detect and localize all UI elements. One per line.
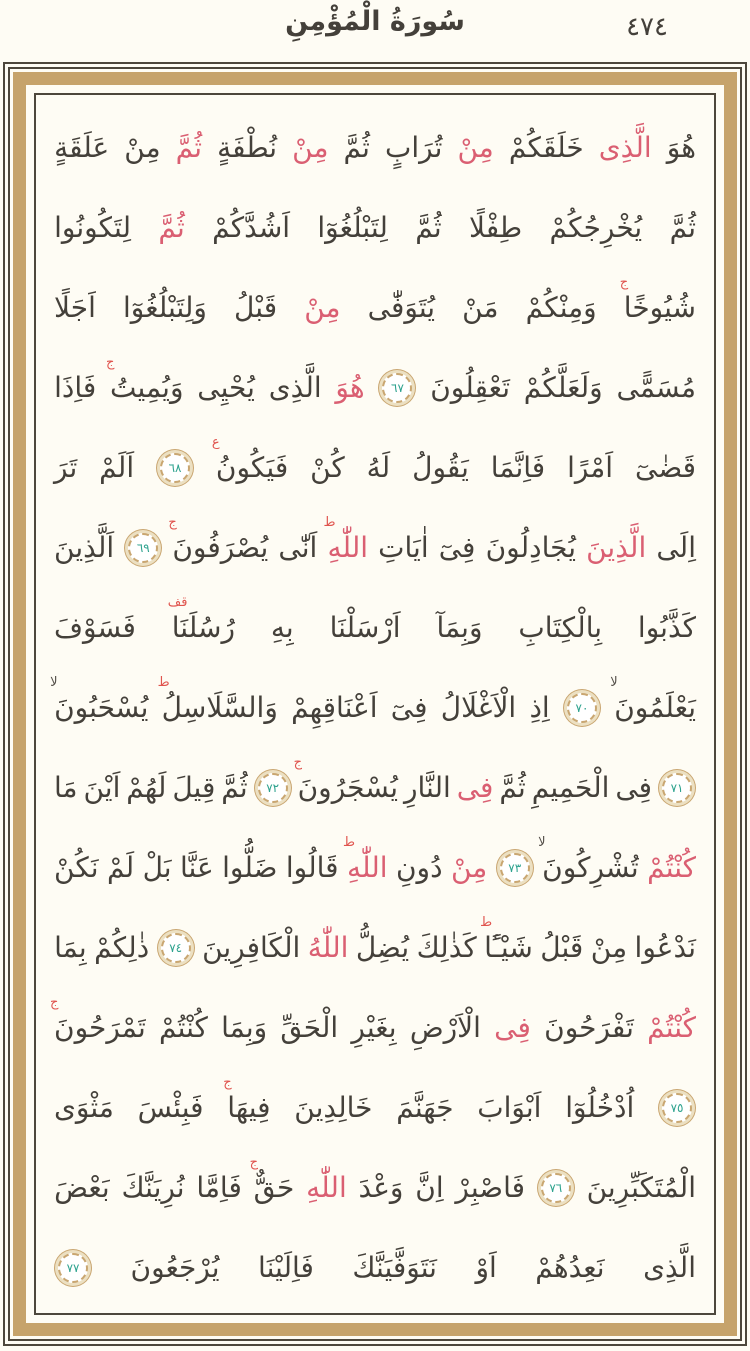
quran-word: ثُمَّ (669, 211, 696, 244)
quran-word: فَاصْبِرْ (455, 1171, 525, 1204)
frame-tan-band (13, 72, 737, 1336)
quran-word: الَّذِينَ (586, 531, 647, 564)
quran-word: مِنْ (124, 131, 161, 164)
waqf-mark: لا (538, 835, 546, 850)
quran-line (54, 129, 696, 167)
quran-word: كُنْتُمْ (647, 851, 696, 884)
waqf-mark: قف (167, 595, 188, 610)
verse-number: ٧٣ (508, 860, 522, 875)
quran-word: ثُمَّ (499, 771, 526, 804)
quran-word: كُنْتُمْ (159, 1011, 208, 1044)
verse-number: ٧٢ (266, 780, 280, 795)
waqf-mark: ج (619, 275, 629, 290)
quran-line (54, 515, 696, 567)
quran-word: مُسَمًّى (616, 371, 696, 404)
quran-word: لَمْ (107, 851, 135, 884)
quran-word: دُونِ (395, 851, 443, 884)
quran-line (54, 915, 696, 967)
frame-inner-rule (34, 93, 716, 1315)
quran-line (54, 1155, 696, 1207)
quran-word: جَهَنَّمَ (396, 1091, 454, 1124)
quran-word: يُخْرِجُكُمْ (549, 211, 643, 244)
quran-word: اِلَى (656, 531, 696, 564)
quran-word: ثُمَّ (175, 131, 203, 164)
frame-outer-rule (3, 62, 747, 1346)
quran-word: وَالسَّلَاسِلُ ط (157, 675, 278, 724)
quran-word: اِذِ (529, 691, 550, 724)
quran-word: بَلْ (142, 851, 172, 884)
quran-word: فَاِلَيْنَا (258, 1251, 314, 1284)
quran-line (54, 835, 696, 887)
quran-word: نَكُنْ (54, 851, 99, 884)
page-number: ٤٧٤ (626, 12, 668, 42)
quran-word: يُصْرَفُونَ ج (168, 515, 269, 564)
quran-word: هُوَ (335, 371, 365, 404)
verse-number: ٧٦ (549, 1180, 563, 1195)
quran-word: فِى (615, 771, 653, 804)
verse-number: ٧١ (670, 780, 684, 795)
quran-word: الَّذِى (268, 371, 322, 404)
quran-word: الَّذِى (598, 131, 652, 164)
quran-word: يُضِلُّ (355, 931, 410, 964)
quran-line (54, 1249, 696, 1287)
quran-word: مَا (54, 771, 78, 804)
quran-line (54, 275, 696, 327)
quran-word: مِنْ (304, 291, 341, 324)
quran-word: اَشُدَّكُمْ (212, 211, 291, 244)
quran-word: يُتَوَفّٰى (367, 291, 436, 324)
quran-word: اَبْوَابَ (477, 1091, 542, 1124)
verse-marker-rosette-icon (541, 1173, 571, 1203)
quran-word: فَيَكُونُ ع (211, 435, 289, 484)
quran-line (54, 355, 696, 407)
quran-word: اَيْنَ (83, 771, 121, 804)
quran-word: اُدْخُلُوٓا (565, 1091, 635, 1124)
quran-word: قَضٰىٓ (634, 451, 696, 484)
quran-word: قَبْلُ (234, 291, 278, 324)
quran-word: كَذَّبُوا (637, 611, 696, 644)
quran-word: تَفْرَحُونَ (544, 1011, 634, 1044)
quran-word: وَبِمَا (221, 1011, 268, 1044)
quran-word: فِى (456, 771, 494, 804)
verse-number: ٧٥ (670, 1100, 684, 1115)
waqf-mark: ع (211, 435, 220, 450)
quran-word: كُنْ (310, 451, 345, 484)
quran-word: يَقُولُ (412, 451, 469, 484)
quran-word: يُرْجَعُونَ (130, 1251, 220, 1284)
quran-word: بِمَا (54, 931, 87, 964)
quran-word: بِغَيْرِ (351, 1011, 397, 1044)
quran-word: الَّذِى (643, 1251, 696, 1284)
quran-word: مِنْ (590, 931, 628, 964)
quran-word: كَذٰلِكَ (416, 931, 477, 964)
quran-word: نُطْفَةٍ (217, 131, 278, 164)
waqf-mark: ج (293, 755, 303, 770)
waqf-mark: ط (157, 675, 170, 690)
quran-word: فَسَوْفَ (54, 611, 136, 644)
waqf-mark: لا (610, 675, 618, 690)
quran-word: اللّٰهُ (307, 931, 349, 964)
quran-word: يُسْجَرُونَ ج (293, 755, 398, 804)
verse-number: ٦٩ (136, 540, 150, 555)
quran-word: فِىٓ (438, 531, 476, 564)
quran-word: ضَلُّوا (222, 851, 278, 884)
quran-line (54, 595, 696, 647)
quran-word: تُشْرِكُونَ لا (538, 835, 639, 884)
frame-middle-rule (8, 67, 742, 1341)
quran-word: الْكَافِرِينَ (202, 931, 301, 964)
quran-word: اَلَمْ (99, 451, 135, 484)
quran-word: قِيلَ (172, 771, 216, 804)
quran-word: بَعْضَ (54, 1171, 110, 1204)
page-header (0, 0, 750, 62)
quran-word: اَوْ (475, 1251, 497, 1284)
quran-word: اللّٰهِ (306, 1171, 347, 1204)
quran-word: ثُمَّ (343, 131, 370, 164)
quran-word: تَمْرَحُونَ ج (50, 995, 146, 1044)
quran-word: اَعْنَاقِهِمْ (291, 691, 378, 724)
quran-word: الْمُتَكَبِّرِينَ (586, 1171, 696, 1204)
quran-word: الْاَغْلَالُ (440, 691, 517, 724)
quran-word: اِنَّ (415, 1171, 444, 1204)
verse-marker-rosette-icon (258, 773, 288, 803)
quran-word: طِفْلًا (468, 211, 523, 244)
quran-word: النَّارِ (403, 771, 451, 804)
quran-line (54, 435, 696, 487)
surah-title: سُورَةُ الْمُؤْمِنِ (285, 6, 465, 37)
quran-word: مِنْ (450, 851, 488, 884)
quran-word: اَجَلًا (54, 291, 96, 324)
quran-word: مَثْوَى (54, 1091, 114, 1124)
quran-word: اَمْرًا (567, 451, 614, 484)
quran-word: شُيُوخًا ج (619, 275, 696, 324)
verse-marker-rosette-icon (58, 1253, 88, 1283)
verse-number: ٧٤ (169, 940, 183, 955)
quran-line (54, 755, 696, 807)
quran-word: اللّٰهِ ط (342, 835, 388, 884)
quran-word: بِهِ (270, 611, 294, 644)
quran-word: الْحَقِّ (280, 1011, 339, 1044)
quran-word: رُسُلَنَا قف (167, 595, 235, 644)
quran-word: الْاَرْضِ (409, 1011, 481, 1044)
quran-word: خَالِدِينَ (294, 1091, 373, 1124)
quran-word: الْحَمِيمِ (531, 771, 610, 804)
quran-word: اَرْسَلْنَا (329, 611, 401, 644)
verse-marker-rosette-icon (128, 533, 158, 563)
verse-number: ٧٧ (66, 1260, 80, 1275)
quran-word: اَلَّذِينَ (54, 531, 115, 564)
verse-marker-rosette-icon (160, 453, 190, 483)
quran-word: وَعْدَ (358, 1171, 404, 1204)
verse-marker-rosette-icon (161, 933, 191, 963)
quran-word: ثُمَّ (221, 771, 248, 804)
quran-word: وَلَعَلَّكُمْ (523, 371, 603, 404)
quran-word: فِى (494, 1011, 531, 1044)
verse-marker-rosette-icon (662, 773, 692, 803)
waqf-mark: ط (480, 915, 493, 930)
verse-marker-rosette-icon (567, 693, 597, 723)
quran-word: لَهُمْ (126, 771, 167, 804)
quran-line (50, 995, 696, 1047)
quran-word: لَهُ (366, 451, 391, 484)
quran-word: حَقٌّ ج (249, 1155, 295, 1204)
quran-word: يُسْحَبُونَ لا (50, 675, 149, 724)
quran-word: كُنْتُمْ (647, 1011, 696, 1044)
ornamental-frame (3, 62, 747, 1346)
waqf-mark: ج (50, 995, 59, 1010)
quran-word: مِنْ (457, 131, 494, 164)
verse-marker-rosette-icon (662, 1093, 692, 1123)
quran-word: عَلَقَةٍ (54, 131, 110, 164)
quran-word: لِتَكُونُوا (54, 211, 132, 244)
waqf-mark: ج (223, 1075, 232, 1090)
quran-word: قَالُوا (285, 851, 339, 884)
quran-word: خَلَقَكُمْ (508, 131, 584, 164)
quran-word: هُوَ (666, 131, 696, 164)
verse-number: ٦٧ (391, 380, 404, 395)
quran-word: فَبِئْسَ (137, 1091, 204, 1124)
quran-word: فَاِذَا (54, 371, 97, 404)
quran-word: شَيْـًٔا ط (480, 915, 533, 964)
waqf-mark: ج (106, 355, 115, 370)
quran-word: نَدْعُوا (634, 931, 696, 964)
quran-word: فِيهَا ج (223, 1075, 271, 1124)
quran-line (54, 209, 696, 247)
quran-word: اللّٰهِ ط (323, 515, 369, 564)
quran-word: ذٰلِكُمْ (94, 931, 150, 964)
quran-word: نُرِيَنَّكَ (121, 1171, 185, 1204)
waqf-mark: ج (168, 515, 177, 530)
quran-word: ثُمَّ (415, 211, 442, 244)
quran-word: وَيُمِيتُ ج (106, 355, 184, 404)
verse-number: ٧٠ (575, 700, 589, 715)
quran-word: وَلِتَبْلُغُوٓا (122, 291, 207, 324)
verse-marker-rosette-icon (500, 853, 530, 883)
quran-word: فِىٓ (390, 691, 428, 724)
quran-word: وَمِنْكُمْ (525, 291, 597, 324)
verse-marker-rosette-icon (382, 373, 412, 403)
quran-word: نَعِدُهُمْ (535, 1251, 605, 1284)
waqf-mark: ط (342, 835, 355, 850)
quran-word: تَعْقِلُونَ (430, 371, 510, 404)
quran-word: ثُمَّ (158, 211, 185, 244)
quran-word: بِالْكِتَابِ (518, 611, 603, 644)
quran-word: يُجَادِلُونَ (485, 531, 576, 564)
quran-word: فَاِنَّمَا (490, 451, 546, 484)
quran-line (54, 1075, 696, 1127)
quran-word: نَتَوَفَّيَنَّكَ (352, 1251, 437, 1284)
quran-line (50, 675, 696, 727)
quran-word: تُرَابٍ (385, 131, 443, 164)
quran-word: يَعْلَمُونَ لا (610, 675, 696, 724)
quran-word: عَنَّا (180, 851, 214, 884)
quran-word: فَاِمَّا (196, 1171, 242, 1204)
quran-word: يُحْيِى (197, 371, 255, 404)
quran-word: مَنْ (462, 291, 499, 324)
quran-word: لِتَبْلُغُوٓا (317, 211, 388, 244)
quran-word: تَرَ (54, 451, 78, 484)
waqf-mark: لا (50, 675, 58, 690)
quran-word: وَبِمَآ (436, 611, 483, 644)
waqf-mark: ط (323, 515, 336, 530)
waqf-mark: ج (249, 1155, 259, 1170)
quran-word: مِنْ (292, 131, 329, 164)
quran-word: اٰيَاتِ (378, 531, 429, 564)
verse-number: ٦٨ (168, 460, 182, 475)
quran-word: قَبْلُ (540, 931, 584, 964)
quran-lines (36, 95, 714, 1313)
quran-word: اَنّٰى (278, 531, 318, 564)
